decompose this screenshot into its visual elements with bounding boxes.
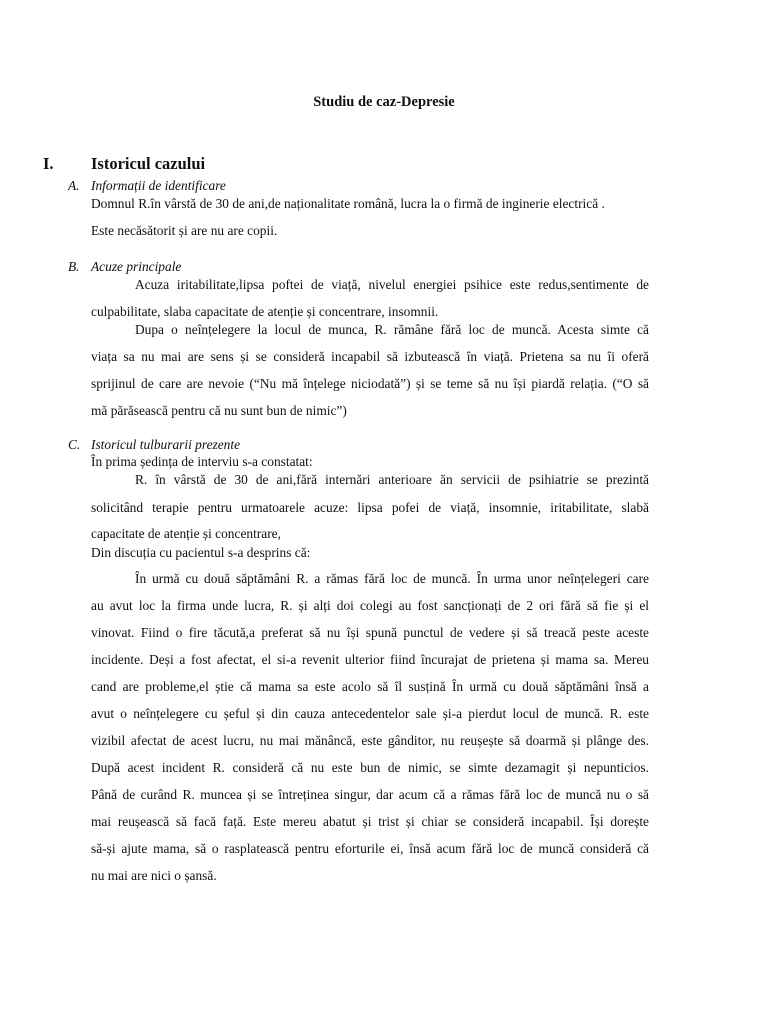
paragraph-line: capacitate de atenție și concentrare, — [91, 526, 281, 541]
paragraph-line: Dupa o neînțelegere la locul de munca, R. rămâne fără loc de muncă. Acesta simte că — [135, 322, 649, 337]
paragraph-line: După acest incident R. consideră că nu este bun de nimic, se simte dezamagit și nepunticios. — [91, 760, 649, 775]
paragraph-line: Până de curând R. muncea și se întreținea singur, dar acum că a rămas fără loc de muncă nu o să — [91, 787, 649, 802]
subsection-letter-a: A. — [68, 178, 80, 193]
paragraph-line: viața sa nu mai are sens și se consideră incapabil să izbutească în viață. Prietena sa nu îi oferă — [91, 349, 649, 364]
subsection-letter-b: B. — [68, 259, 80, 274]
paragraph-line: solicitând terapie pentru urmatoarele acuze: lipsa pofei de viață, insomnie, iritabilitate, slabă — [91, 500, 649, 515]
subsection-title-a: Informații de identificare — [91, 178, 226, 193]
paragraph-line: au avut loc la firma unde lucra, R. și alți doi colegi au fost sancționați de 2 ori fără să fie și el — [91, 598, 649, 613]
paragraph-line: sprijinul de care are nevoie (“Nu mă înțelege niciodată”) și se teme să nu își piardă relația. (“O să — [91, 376, 649, 391]
paragraph-line: R. în vârstă de 30 de ani,fără internări anterioare ăn servicii de psihiatrie se prezintă — [135, 472, 649, 487]
section-title: Istoricul cazului — [91, 154, 206, 173]
paragraph-line: culpabilitate, slaba capacitate de atenție și concentrare, insomnii. — [91, 304, 439, 319]
section-number: I. — [43, 154, 54, 173]
paragraph-line: cand are probleme,el știe că mama sa este acolo să îl susțină În urmă cu două săptămâni însă a — [91, 679, 649, 694]
paragraph-line: vizibil afectat de acest lucru, nu mai mănâncă, este gânditor, nu reușește să doarmă și plânge des. — [91, 733, 649, 748]
paragraph-line: mă părăsească pentru că nu sunt bun de nimic”) — [91, 403, 347, 418]
subsection-letter-c: C. — [68, 437, 81, 452]
paragraph-line: vinovat. Fiind o fire tăcută,a preferat să nu își spună punctul de vedere și să treacă peste aceste — [91, 625, 649, 640]
document-title: Studiu de caz-Depresie — [313, 94, 455, 110]
paragraph-line: avut o neînțelegere cu șeful și din cauza antecedentelor sale și-a pierdut locul de muncă. R. este — [91, 706, 649, 721]
paragraph-line: Domnul R.în vârstă de 30 de ani,de naționalitate română, lucra la o firmă de inginerie electrică . — [91, 196, 605, 211]
paragraph-line: nu mai are nici o șansă. — [91, 868, 217, 883]
paragraph-line: Acuza iritabilitate,lipsa poftei de viață, nivelul energiei psihice este redus,sentimente de — [135, 277, 649, 292]
paragraph-line: să-și ajute mama, să o rasplatească pentru eforturile ei, însă acum fără loc de muncă consideră că — [91, 841, 649, 856]
paragraph-line: În urmă cu două săptămâni R. a rămas fără loc de muncă. În urma unor neînțelegeri care — [135, 571, 649, 586]
paragraph-line: Din discuția cu pacientul s-a desprins că: — [91, 545, 311, 560]
paragraph-line: În prima ședința de interviu s-a constatat: — [91, 454, 313, 469]
subsection-title-c: Istoricul tulburarii prezente — [91, 437, 241, 452]
paragraph-line: mai reușească să facă față. Este mereu abatut și trist și chiar se consideră incapabil. Își dorește — [91, 814, 649, 829]
subsection-title-b: Acuze principale — [91, 259, 182, 274]
paragraph-line: incidente. Deși a fost afectat, el si-a revenit ulterior fiind încurajat de prietena și mama sa. Mereu — [91, 652, 649, 667]
paragraph-line: Este necăsătorit și are nu are copii. — [91, 223, 278, 238]
